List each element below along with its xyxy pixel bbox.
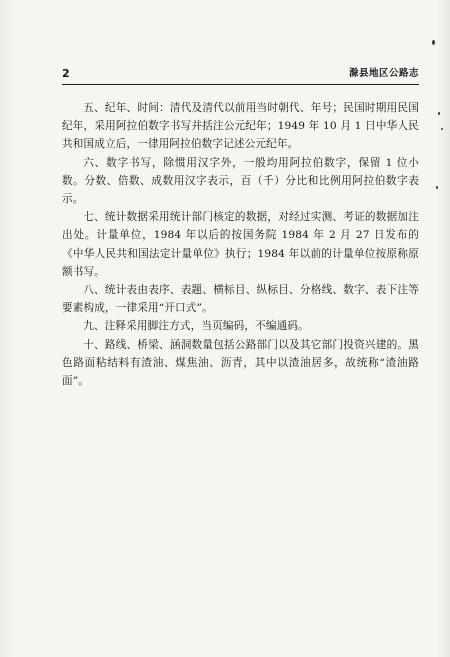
paragraph-6-numerals: 六、数字书写，除惯用汉字外，一般均用阿拉伯数字，保留 1 位小数。分数、倍数、成数用汉字表示，百（千）分比和比例用阿拉伯数字表示。	[62, 156, 419, 206]
page-header	[62, 66, 419, 82]
body-text	[62, 99, 419, 390]
paragraph-7-statistics: 七、统计数据采用统计部门核定的数据，对经过实测、考证的数据加注出处。计量单位，1984 年以后的按国务院 1984 年 2 月 27 日发布的《中华人民共和国法定计量单位》执行；1984 年以前的计量单位按原称原额书写。	[62, 211, 419, 278]
paragraph-10-roads: 十、路线、桥梁、涵洞数量包括公路部门以及其它部门投资兴建的。黑色路面粘结料有渣油、煤焦油、沥青，其中以渣油居多，故统称“渣油路面”。	[62, 338, 419, 388]
scan-speck	[438, 112, 440, 115]
scan-speck	[432, 40, 435, 45]
paragraph-8-tables: 八、统计表由表序、表题、横标目、纵标目、分格线、数字、表下注等要素构成，一律采用“开口式”。	[62, 284, 419, 315]
header-rule	[62, 84, 419, 85]
page-number: 2	[62, 67, 70, 80]
paragraph-9-notes: 九、注释采用脚注方式，当页编码，不编通码。	[83, 320, 309, 333]
scan-speck	[441, 128, 443, 130]
paragraph-5-dating: 五、纪年、时间：清代及清代以前用当时朝代、年号；民国时期用民国纪年，采用阿拉伯数字书写并括注公元纪年；1949 年 10 月 1 日中华人民共和国成立后，一律用阿拉伯数字记述公元纪年。	[62, 102, 419, 151]
scan-speck	[436, 186, 438, 189]
running-title: 滁县地区公路志	[348, 68, 419, 79]
